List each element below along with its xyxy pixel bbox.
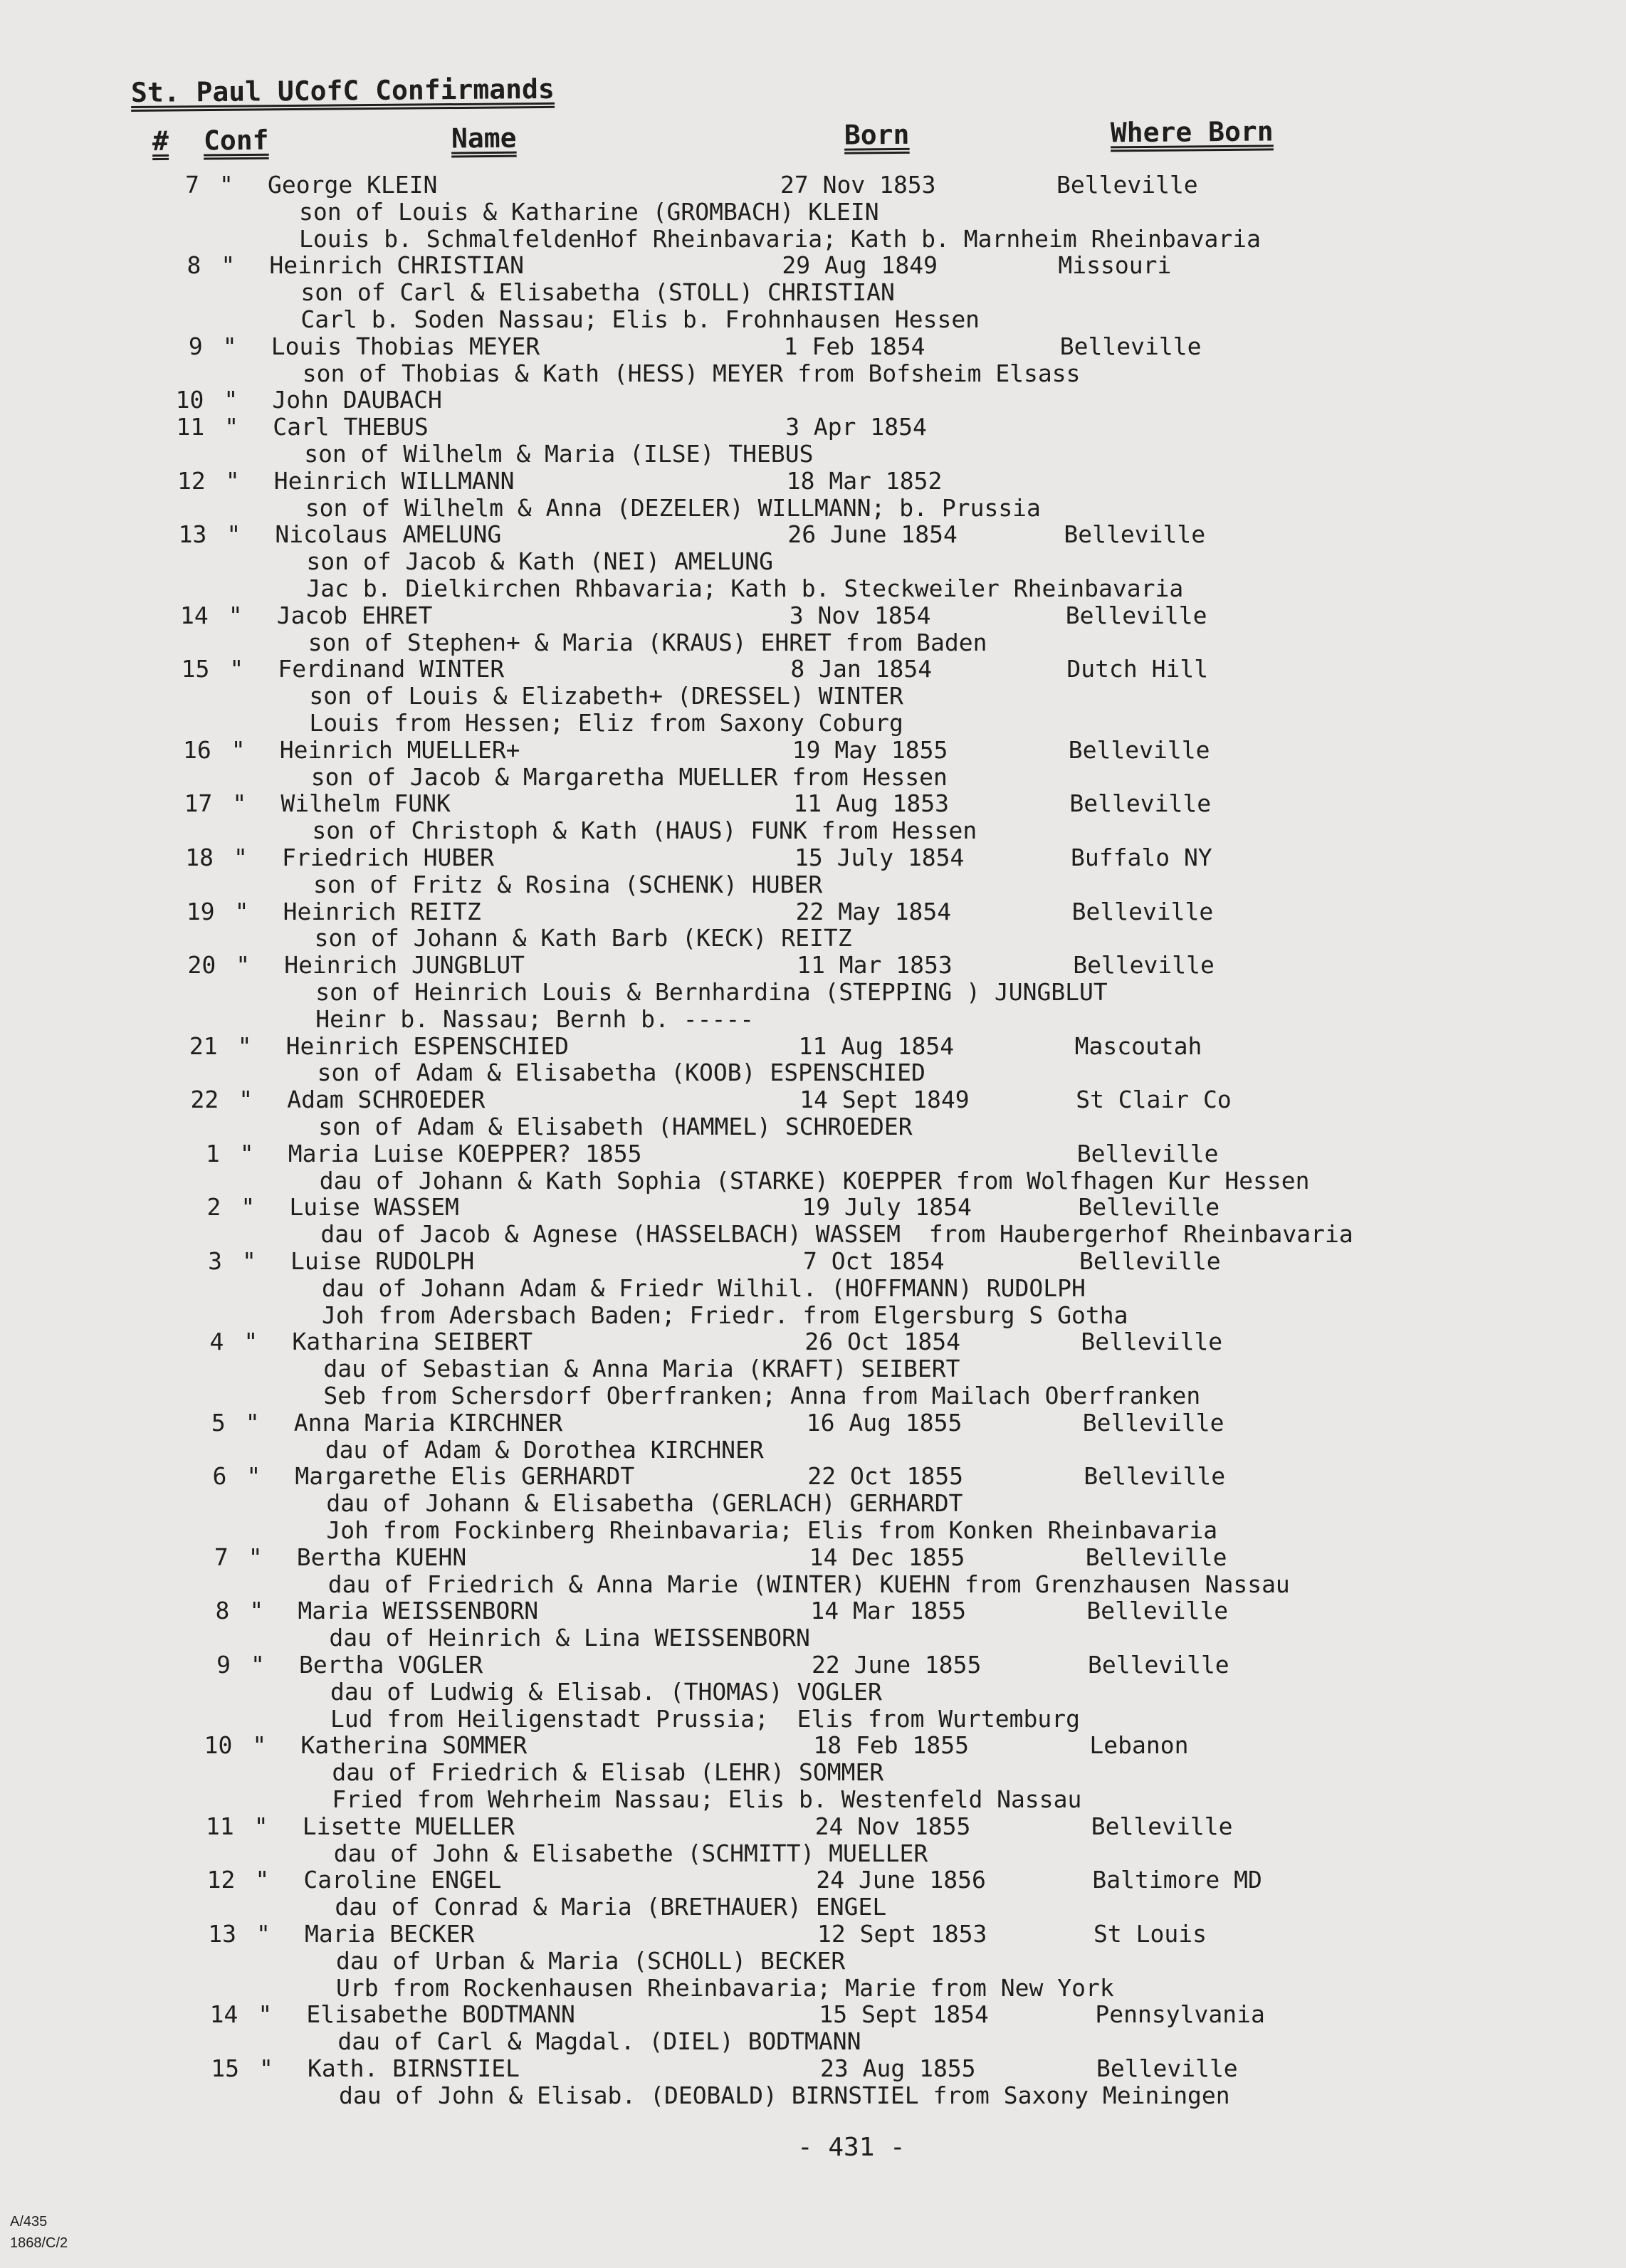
entry-where-born: Belleville: [1073, 951, 1215, 980]
entry-detail: son of Heinrich Louis & Bernhardina (STEPPING ) JUNGBLUT: [315, 977, 1108, 1006]
entry-born: 3 Nov 1854: [789, 601, 931, 629]
entry-name: Carl THEBUS: [273, 413, 429, 441]
entry-born: 14 Sept 1849: [799, 1086, 970, 1114]
entry-detail: dau of Friedrich & Anna Marie (WINTER) KUEHN from Grenzhausen Nassau: [327, 1570, 1290, 1598]
entry-where-born: Belleville: [1086, 1597, 1229, 1625]
archive-ref-1: A/435: [10, 2214, 48, 2230]
entry-detail: son of Adam & Elisabetha (KOOB) ESPENSCHIED: [317, 1059, 925, 1087]
entry-detail: Louis b. SchmalfeldenHof Rheinbavaria; Kath b. Marnheim Rheinbavaria: [299, 224, 1262, 253]
entry-name: Friedrich HUBER: [282, 844, 495, 871]
entry-number: 11: [206, 1812, 234, 1840]
entry-born: 24 June 1856: [816, 1866, 986, 1894]
entry-where-born: Pennsylvania: [1095, 2000, 1265, 2029]
entry-born: 11 Mar 1853: [797, 951, 953, 980]
entry-name: Heinrich CHRISTIAN: [269, 251, 525, 280]
entry-number: 3: [208, 1247, 222, 1275]
entry-born: 1 Feb 1854: [783, 332, 925, 360]
entry-number: 10: [204, 1731, 233, 1760]
entry-conf: ": [255, 1866, 270, 1894]
entry-name: Lisette MUELLER: [302, 1812, 515, 1840]
entry-where-born: Belleville: [1085, 1543, 1227, 1571]
column-headers: [0, 112, 1626, 162]
entry-born: 19 July 1854: [802, 1193, 972, 1222]
entry-where-born: Missouri: [1058, 251, 1172, 280]
entry-born: 8 Jan 1854: [790, 655, 933, 683]
entry-detail: Joh from Adersbach Baden; Friedr. from Elgersburg S Gotha: [322, 1301, 1128, 1329]
entry-born: 19 May 1855: [792, 735, 948, 764]
archive-ref-2: 1868/C/2: [10, 2235, 68, 2251]
entry-born: 14 Dec 1855: [809, 1543, 965, 1571]
entry-detail: dau of John & Elisab. (DEOBALD) BIRNSTIEL from Saxony Meiningen: [339, 2081, 1230, 2109]
entry-born: 22 June 1855: [812, 1651, 982, 1679]
entry-where-born: Mascoutah: [1074, 1031, 1202, 1060]
entry-detail: son of Adam & Elisabeth (HAMMEL) SCHROEDER: [318, 1112, 913, 1140]
entry-where-born: Lebanon: [1089, 1731, 1189, 1760]
entry-number: 8: [215, 1597, 230, 1625]
entry-number: 1: [205, 1139, 220, 1167]
entry-conf: ": [237, 1031, 252, 1060]
entry-number: 17: [184, 789, 213, 818]
header-conf: Conf: [203, 124, 269, 157]
entry-number: 11: [176, 413, 205, 441]
entry-born: 26 June 1854: [787, 520, 958, 549]
entry-detail: Seb from Schersdorf Oberfranken; Anna from Mailach Oberfranken: [323, 1381, 1201, 1409]
entry-born: 3 Apr 1854: [785, 413, 927, 441]
entry-name: Bertha VOGLER: [299, 1651, 483, 1679]
header-name: Name: [451, 122, 517, 154]
entry-detail: dau of Johann & Kath Sophia (STARKE) KOEPPER from Wolfhagen Kur Hessen: [319, 1166, 1310, 1195]
entry-conf: ": [234, 897, 249, 925]
entry-number: 10: [175, 386, 204, 414]
entry-where-born: Buffalo NY: [1071, 844, 1212, 871]
entry-detail: dau of Heinrich & Lina WEISSENBORN: [329, 1624, 810, 1652]
entry-where-born: Belleville: [1059, 332, 1202, 360]
entry-name: Katherina SOMMER: [300, 1731, 528, 1760]
entry-detail: dau of Friedrich & Elisab (LEHR) SOMMER: [332, 1758, 884, 1787]
entry-conf: ": [243, 1328, 258, 1356]
entry-detail: son of Johann & Kath Barb (KECK) REITZ: [314, 924, 852, 952]
entry-number: 12: [177, 466, 206, 495]
entry-number: 16: [183, 735, 211, 764]
entry-conf: ": [228, 601, 243, 629]
entry-number: 13: [178, 520, 207, 549]
entry-name: Adam SCHROEDER: [287, 1086, 486, 1114]
entry-detail: dau of Carl & Magdal. (DIEL) BODTMANN: [337, 2027, 861, 2056]
entry-conf: ": [231, 735, 246, 764]
entry-born: 18 Feb 1855: [813, 1731, 969, 1760]
entry-where-born: Belleville: [1096, 2054, 1238, 2082]
entry-number: 15: [211, 2054, 239, 2082]
entry-where-born: Belleville: [1076, 1139, 1219, 1167]
entry-detail: son of Wilhelm & Anna (DEZELER) WILLMANN; b. Prussia: [305, 493, 1041, 522]
entry-name: Maria Luise KOEPPER? 1855: [288, 1139, 642, 1167]
entry-number: 12: [206, 1866, 236, 1894]
entry-conf: ": [239, 1139, 254, 1167]
entry-where-born: Belleville: [1056, 171, 1198, 199]
entry-number: 14: [209, 2000, 238, 2029]
entry-detail: dau of Adam & Dorothea KIRCHNER: [325, 1435, 764, 1464]
entry-conf: ": [225, 466, 240, 495]
entry-detail: son of Jacob & Kath (NEI) AMELUNG: [306, 547, 774, 576]
entry-name: Maria WEISSENBORN: [298, 1597, 539, 1625]
entry-detail: Joh from Fockinberg Rheinbavaria; Elis from Konken Rheinbavaria: [326, 1516, 1218, 1544]
entry-conf: ": [236, 951, 251, 980]
page-title: St. Paul UCofC Confirmands: [130, 73, 555, 108]
entry-name: Louis Thobias MEYER: [271, 332, 540, 360]
entry-where-born: Belleville: [1082, 1408, 1224, 1437]
entry-conf: ": [219, 171, 234, 199]
entry-number: 9: [188, 332, 203, 360]
entry-number: 20: [187, 951, 216, 980]
entry-detail: son of Carl & Elisabetha (STOLL) CHRISTIAN: [300, 278, 895, 307]
entry-name: Caroline ENGEL: [303, 1866, 502, 1894]
entry-name: Heinrich JUNGBLUT: [284, 951, 525, 980]
entry-where-born: Baltimore MD: [1092, 1866, 1262, 1894]
entry-where-born: Belleville: [1079, 1247, 1221, 1275]
entry-detail: dau of Conrad & Maria (BRETHAUER) ENGEL: [335, 1893, 887, 1921]
entry-conf: ": [238, 1086, 253, 1114]
entry-born: 24 Nov 1855: [814, 1812, 971, 1840]
entry-detail: dau of Johann & Elisabetha (GERLACH) GERHARDT: [326, 1489, 963, 1518]
entry-number: 18: [185, 844, 214, 871]
entry-name: Elisabethe BODTMANN: [306, 2000, 575, 2029]
entry-born: 7 Oct 1854: [803, 1247, 945, 1275]
entry-detail: dau of Urban & Maria (SCHOLL) BECKER: [336, 1946, 846, 1975]
entry-detail: Lud from Heiligenstadt Prussia; Elis from Wurtemburg: [330, 1704, 1080, 1733]
header-where: Where Born: [1110, 115, 1274, 149]
entry-name: Heinrich WILLMANN: [273, 466, 515, 495]
entry-name: George KLEIN: [268, 171, 438, 199]
entry-detail: son of Thobias & Kath (HESS) MEYER from Bofsheim Elsass: [302, 359, 1081, 387]
entry-where-born: Belleville: [1088, 1651, 1229, 1679]
entry-detail: son of Stephen+ & Maria (KRAUS) EHRET from Baden: [308, 628, 987, 656]
entry-born: 29 Aug 1849: [782, 251, 938, 280]
entry-conf: ": [241, 1193, 256, 1222]
entry-detail: dau of Ludwig & Elisab. (THOMAS) VOGLER: [330, 1677, 882, 1706]
entry-detail: son of Fritz & Rosina (SCHENK) HUBER: [313, 870, 823, 898]
entry-conf: ": [259, 2054, 273, 2082]
entry-born: 11 Aug 1854: [798, 1031, 955, 1060]
entry-born: 22 Oct 1855: [807, 1462, 963, 1491]
entry-where-born: St Clair Co: [1076, 1086, 1232, 1114]
entry-conf: ": [222, 332, 237, 360]
entry-detail: son of Louis & Elizabeth+ (DRESSEL) WINTER: [309, 682, 903, 710]
entry-detail: Carl b. Soden Nassau; Elis b. Frohnhausen Hessen: [300, 305, 980, 333]
entry-born: 22 May 1854: [795, 897, 952, 925]
entry-number: 13: [208, 1920, 236, 1948]
entry-conf: ": [252, 1731, 267, 1760]
entry-detail: dau of Sebastian & Anna Maria (KRAFT) SEIBERT: [323, 1355, 960, 1383]
entry-where-born: Belleville: [1064, 520, 1206, 549]
entry-detail: son of Jacob & Margaretha MUELLER from Hessen: [310, 762, 948, 791]
entry-detail: Heinr b. Nassau; Bernh b. -----: [315, 1004, 755, 1033]
entry-where-born: Belleville: [1068, 735, 1210, 764]
entry-detail: dau of John & Elisabethe (SCHMITT) MUELLER: [333, 1839, 928, 1867]
entry-number: 4: [209, 1328, 224, 1356]
page-number: - 431 -: [797, 2133, 906, 2162]
entry-where-born: Belleville: [1069, 789, 1212, 818]
entry-conf: ": [249, 1597, 264, 1625]
entry-name: Ferdinand WINTER: [278, 655, 505, 683]
entry-conf: ": [224, 386, 238, 414]
entry-detail: son of Christoph & Kath (HAUS) FUNK from Hessen: [312, 817, 977, 845]
entry-name: Kath. BIRNSTIEL: [308, 2054, 520, 2082]
entry-detail: Jac b. Dielkirchen Rhbavaria; Kath b. Steckweiler Rheinbavaria: [306, 574, 1184, 602]
entry-number: 7: [185, 171, 199, 199]
entry-name: John DAUBACH: [272, 386, 442, 414]
entry-number: 14: [180, 601, 209, 629]
entry-conf: ": [232, 789, 247, 818]
entry-born: 15 July 1854: [794, 844, 965, 871]
entry-where-born: Belleville: [1091, 1812, 1233, 1840]
entry-conf: ": [229, 655, 244, 683]
entry-number: 9: [216, 1651, 231, 1679]
entry-detail: son of Louis & Katharine (GROMBACH) KLEIN: [299, 197, 879, 226]
entry-name: Heinrich REITZ: [283, 897, 481, 925]
entry-name: Heinrich ESPENSCHIED: [285, 1031, 569, 1060]
entry-born: 27 Nov 1853: [780, 171, 936, 199]
entry-where-born: Belleville: [1065, 601, 1207, 629]
confirmand-list: [0, 171, 1626, 2107]
entry-conf: ": [253, 1812, 268, 1840]
entry-born: 11 Aug 1853: [793, 789, 949, 818]
entry-born: 23 Aug 1855: [820, 2054, 976, 2082]
entry-where-born: Belleville: [1078, 1193, 1220, 1222]
header-num: #: [152, 125, 169, 157]
entry-born: 12 Sept 1853: [817, 1920, 987, 1948]
entry-number: 21: [189, 1031, 218, 1060]
entry-conf: ": [248, 1543, 263, 1571]
entry-name: Luise RUDOLPH: [290, 1247, 475, 1275]
entry-conf: ": [245, 1408, 260, 1437]
entry-born: 16 Aug 1855: [806, 1408, 963, 1437]
entry-number: 22: [190, 1086, 219, 1114]
entry-where-born: St Louis: [1093, 1920, 1207, 1948]
entry-number: 2: [206, 1193, 221, 1222]
entry-detail: son of Wilhelm & Maria (ILSE) THEBUS: [304, 439, 814, 468]
entry-name: Nicolaus AMELUNG: [275, 520, 502, 549]
entry-number: 6: [212, 1462, 227, 1491]
entry-conf: ": [234, 844, 248, 871]
entry-detail: dau of Jacob & Agnese (HASSELBACH) WASSEM from Haubergerhof Rheinbavaria: [320, 1220, 1353, 1249]
header-born: Born: [844, 118, 910, 151]
entry-conf: ": [242, 1247, 256, 1275]
entry-name: Katharina SEIBERT: [292, 1328, 533, 1356]
entry-where-born: Belleville: [1084, 1462, 1226, 1491]
entry-conf: ": [246, 1462, 261, 1491]
entry-detail: Louis from Hessen; Eliz from Saxony Coburg: [309, 708, 903, 737]
entry-name: Maria BECKER: [305, 1920, 475, 1948]
entry-name: Bertha KUEHN: [296, 1543, 467, 1571]
entry-number: 15: [181, 655, 210, 683]
entry-number: 7: [214, 1543, 229, 1571]
entry-born: 14 Mar 1855: [810, 1597, 966, 1625]
entry-detail: Fried from Wehrheim Nassau; Elis b. Westenfeld Nassau: [332, 1785, 1082, 1813]
entry-detail: dau of Johann Adam & Friedr Wilhil. (HOFFMANN) RUDOLPH: [322, 1274, 1086, 1302]
entry-conf: ": [226, 520, 241, 549]
entry-detail: Urb from Rockenhausen Rheinbavaria; Marie from New York: [336, 1973, 1114, 2002]
entry-name: Luise WASSEM: [289, 1193, 459, 1222]
entry-born: 26 Oct 1854: [804, 1328, 960, 1356]
entry-number: 5: [211, 1408, 226, 1437]
entry-conf: ": [251, 1651, 265, 1679]
entry-born: 18 Mar 1852: [786, 466, 943, 495]
entry-conf: ": [221, 251, 236, 280]
entry-conf: ": [258, 2000, 273, 2029]
entry-conf: ": [224, 413, 239, 441]
entry-name: Heinrich MUELLER+: [279, 735, 520, 764]
entry-number: 19: [186, 897, 215, 925]
entry-where-born: Dutch Hill: [1066, 655, 1209, 683]
entry-name: Anna Maria KIRCHNER: [293, 1408, 563, 1437]
entry-name: Jacob EHRET: [276, 601, 433, 629]
entry-number: 8: [187, 251, 201, 280]
entry-born: 15 Sept 1854: [819, 2000, 989, 2029]
entry-where-born: Belleville: [1081, 1328, 1223, 1356]
entry-conf: ": [256, 1920, 271, 1948]
entry-name: Margarethe Elis GERHARDT: [295, 1462, 635, 1491]
entry-name: Wilhelm FUNK: [280, 789, 451, 818]
entry-where-born: Belleville: [1071, 897, 1214, 925]
